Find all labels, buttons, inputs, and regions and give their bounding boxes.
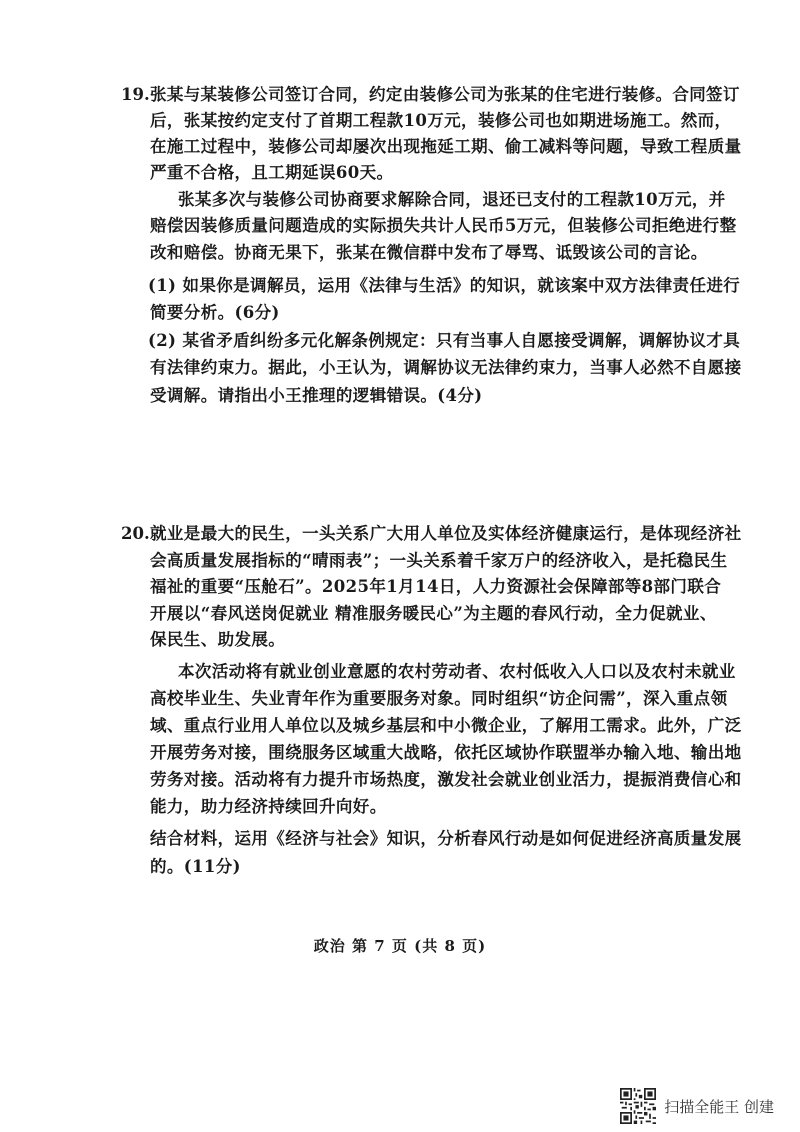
- question-20-line: 的。(11分): [150, 857, 241, 876]
- question-20-line: 本次活动将有就业创业意愿的农村劳动者、农村低收入人口以及农村未就业: [178, 662, 736, 681]
- question-20-line: 开展以“春风送岗促就业 精准服务暖民心”为主题的春风行动，全力促就业、: [150, 604, 717, 623]
- question-19-line: 有法律约束力。据此，小王认为，调解协议无法律约束力，当事人必然不自愿接: [150, 358, 742, 377]
- question-19-line: 改和赔偿。协商无果下，张某在微信群中发布了辱骂、诋毁该公司的言论。: [150, 243, 708, 262]
- question-20-line: 保民生、助发展。: [150, 630, 286, 649]
- scanner-watermark: [620, 1088, 774, 1124]
- question-19-subquestion-1: (1) 如果你是调解员，运用《法律与生活》的知识，就该案中双方法律责任进行: [148, 276, 741, 295]
- question-20-line: 会高质量发展指标的“晴雨表”；一头关系着千家万户的经济收入，是托稳民生: [150, 551, 728, 570]
- question-19-line: 受调解。请指出小王推理的逻辑错误。(4分): [150, 386, 483, 405]
- question-19-number: 19.: [121, 85, 150, 104]
- question-20-prompt: 结合材料，运用《经济与社会》知识，分析春风行动是如何促进经济高质量发展: [150, 829, 742, 848]
- question-19-line: 张某多次与装修公司协商要求解除合同，退还已支付的工程款10万元，并: [178, 190, 726, 209]
- question-20-line: 劳务对接。活动将有力提升市场热度，激发社会就业创业活力，提振消费信心和: [150, 770, 742, 789]
- question-19-line: 赔偿因装修质量问题造成的实际损失共计人民币5万元，但装修公司拒绝进行整: [150, 216, 737, 235]
- question-20-line: 就业是最大的民生，一头关系广大用人单位及实体经济健康运行，是体现经济社: [150, 524, 742, 543]
- question-19-line: 张某与某装修公司签订合同，约定由装修公司为张某的住宅进行装修。合同签订: [150, 85, 740, 104]
- question-19-line: 严重不合格，且工期延误60天。: [150, 163, 394, 182]
- page-footer: 政治 第 7 页 (共 8 页): [313, 937, 487, 955]
- question-19-line: 在施工过程中，装修公司却屡次出现拖延工期、偷工减料等问题，导致工程质量: [150, 137, 742, 156]
- watermark-text: 扫描全能王 创建: [664, 1097, 774, 1116]
- question-19-subquestion-2: (2) 某省矛盾纠纷多元化解条例规定：只有当事人自愿接受调解，调解协议才具: [148, 331, 741, 350]
- question-20-line: 域、重点行业用人单位以及城乡基层和中小微企业，了解用工需求。此外，广泛: [150, 716, 742, 735]
- question-20-line: 高校毕业生、失业青年作为重要服务对象。同时组织“访企问需”，深入重点领: [150, 689, 728, 708]
- qr-code-icon: [620, 1088, 656, 1124]
- question-20-line: 能力，助力经济持续回升向好。: [150, 797, 387, 816]
- question-19-line: 简要分析。(6分): [150, 303, 280, 322]
- question-20-number: 20.: [121, 524, 150, 543]
- question-20-line: 开展劳务对接，围绕服务区域重大战略，依托区域协作联盟举办输入地、输出地: [150, 743, 742, 762]
- question-20-line: 福祉的重要“压舱石”。2025年1月14日，人力资源社会保障部等8部门联合: [150, 577, 722, 596]
- question-19-line: 后，张某按约定支付了首期工程款10万元，装修公司也如期进场施工。然而，: [150, 111, 732, 130]
